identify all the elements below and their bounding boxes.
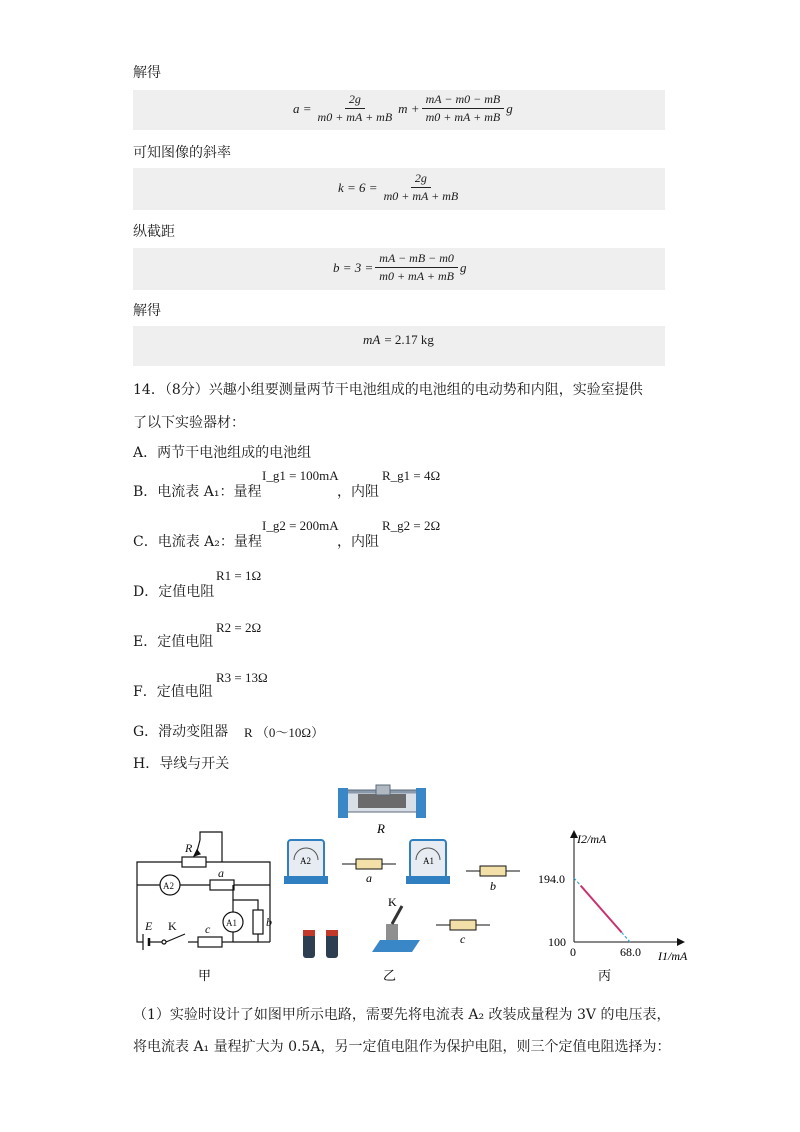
- part-label-A2: A2: [300, 856, 311, 866]
- circuit-label-A1: A1: [226, 918, 237, 928]
- circuit-label-K: K: [168, 919, 177, 933]
- y-tick-top: 194.0: [538, 872, 565, 886]
- eq2-den: m0 + mA + mB: [383, 189, 459, 203]
- equation-acceleration: [293, 92, 513, 125]
- extrapolation-dash-top: [574, 878, 581, 886]
- intercept-label: 纵截距: [133, 224, 175, 240]
- circuit-label-R: R: [185, 841, 193, 855]
- resistor-c-illustration: [436, 920, 490, 930]
- rheostat-illustration: [338, 785, 426, 818]
- caption-yi: 乙: [383, 968, 397, 983]
- question-line-1: 14．（8分）兴趣小组要测量两节干电池组成的电池组的电动势和内阻，实验室提供: [133, 382, 643, 398]
- equation-intercept: [333, 251, 466, 284]
- circuit-label-c: c: [205, 922, 211, 936]
- eq4-lhs: mA: [363, 332, 381, 347]
- x-axis-label: I1/mA: [658, 949, 688, 963]
- circuit-label-a: a: [218, 866, 224, 880]
- item-h: H．导线与开关: [133, 756, 230, 772]
- item-f-value: R3 = 13Ω: [216, 670, 268, 685]
- extrapolation-dash-bottom: [622, 932, 630, 942]
- solve-label: 解得: [133, 65, 161, 81]
- caption-jia: 甲: [198, 968, 212, 983]
- eq1-f1-den: m0 + mA + mB: [317, 110, 393, 124]
- part-label-b: b: [490, 879, 496, 893]
- eq1-fraction-1: [314, 92, 397, 125]
- item-a: A．两节干电池组成的电池组: [133, 445, 312, 461]
- equation-box-2: [133, 168, 665, 210]
- slope-label: 可知图像的斜率: [133, 145, 231, 161]
- eq3-den: m0 + mA + mB: [379, 269, 454, 283]
- equation-result: [363, 332, 438, 348]
- item-c-range: I_g2 = 200mA: [262, 518, 339, 533]
- question-line-2: 了以下实验器材：: [133, 415, 245, 431]
- eq3-lhs: b = 3 =: [333, 259, 374, 275]
- circuit-diagram: [137, 832, 270, 950]
- solve-label-2: 解得: [133, 303, 161, 319]
- eq2-fraction: [380, 171, 463, 204]
- eq2-lhs: k = 6 =: [338, 179, 378, 195]
- item-b-range: I_g1 = 100mA: [262, 468, 339, 483]
- item-f: F．定值电阻: [133, 684, 213, 700]
- eq1-lhs: a =: [293, 100, 312, 116]
- equation-slope: [338, 171, 464, 204]
- part1-line-1: （1）实验时设计了如图甲所示电路，需要先将电流表 A₂ 改装成量程为 3V 的电压表，: [133, 1007, 671, 1023]
- x-axis-arrow: [677, 938, 685, 946]
- circuit-label-A2: A2: [163, 881, 174, 891]
- item-c-resistance: R_g2 = 2Ω: [382, 518, 441, 533]
- item-d-value: R1 = 1Ω: [216, 568, 262, 583]
- equation-box-4: [133, 326, 665, 366]
- graph-plot: [538, 830, 688, 963]
- eq3-num: mA − mB − m0: [375, 251, 458, 268]
- item-b-mid: ，内阻: [337, 484, 379, 500]
- eq1-fraction-2: [422, 92, 505, 125]
- part-label-a: a: [366, 871, 372, 885]
- eq1-f2-num: mA − m0 − mB: [422, 92, 505, 109]
- origin-label: 0: [570, 945, 576, 959]
- part-label-K: K: [388, 895, 397, 909]
- resistor-a-illustration: [342, 859, 396, 869]
- switch-illustration: [372, 906, 420, 952]
- item-e-value: R2 = 2Ω: [216, 620, 262, 635]
- part-label-A1: A1: [423, 856, 434, 866]
- item-c-mid: ，内阻: [337, 534, 379, 550]
- eq1-f2-den: m0 + mA + mB: [425, 110, 501, 124]
- resistor-b-illustration: [466, 866, 520, 876]
- equation-box-1: [133, 90, 665, 130]
- data-line: [581, 886, 622, 933]
- circuit-label-b: b: [266, 915, 272, 929]
- battery-illustration: [303, 930, 338, 958]
- caption-bing: 丙: [598, 968, 612, 983]
- eq1-tail: g: [506, 100, 513, 116]
- item-d: D．定值电阻: [133, 584, 215, 600]
- eq1-mid: m +: [398, 100, 420, 116]
- item-g-value: R （0～10Ω）: [244, 725, 325, 740]
- item-b: B．电流表 A₁：量程: [133, 484, 262, 500]
- y-tick-bottom: 100: [548, 935, 566, 949]
- equation-box-3: [133, 248, 665, 290]
- item-e: E．定值电阻: [133, 634, 214, 650]
- part1-line-2: 将电流表 A₁ 量程扩大为 0.5A，另一定值电阻作为保护电阻，则三个定值电阻选择为：: [133, 1039, 671, 1055]
- eq2-num: 2g: [411, 171, 431, 188]
- eq3-tail: g: [459, 259, 467, 275]
- y-axis-label: I2/mA: [577, 832, 607, 846]
- rheostat-label: R: [377, 821, 385, 836]
- item-c: C．电流表 A₂：量程: [133, 534, 262, 550]
- item-g: G．滑动变阻器: [133, 724, 229, 740]
- figures-svg: [0, 780, 800, 1000]
- eq3-fraction: [375, 251, 458, 284]
- item-b-resistance: R_g1 = 4Ω: [382, 468, 441, 483]
- part-label-c: c: [460, 932, 466, 946]
- eq4-rhs: = 2.17 kg: [384, 332, 434, 347]
- x-tick: 68.0: [620, 945, 641, 959]
- eq1-f1-num: 2g: [345, 92, 365, 109]
- circuit-label-E: E: [145, 919, 153, 933]
